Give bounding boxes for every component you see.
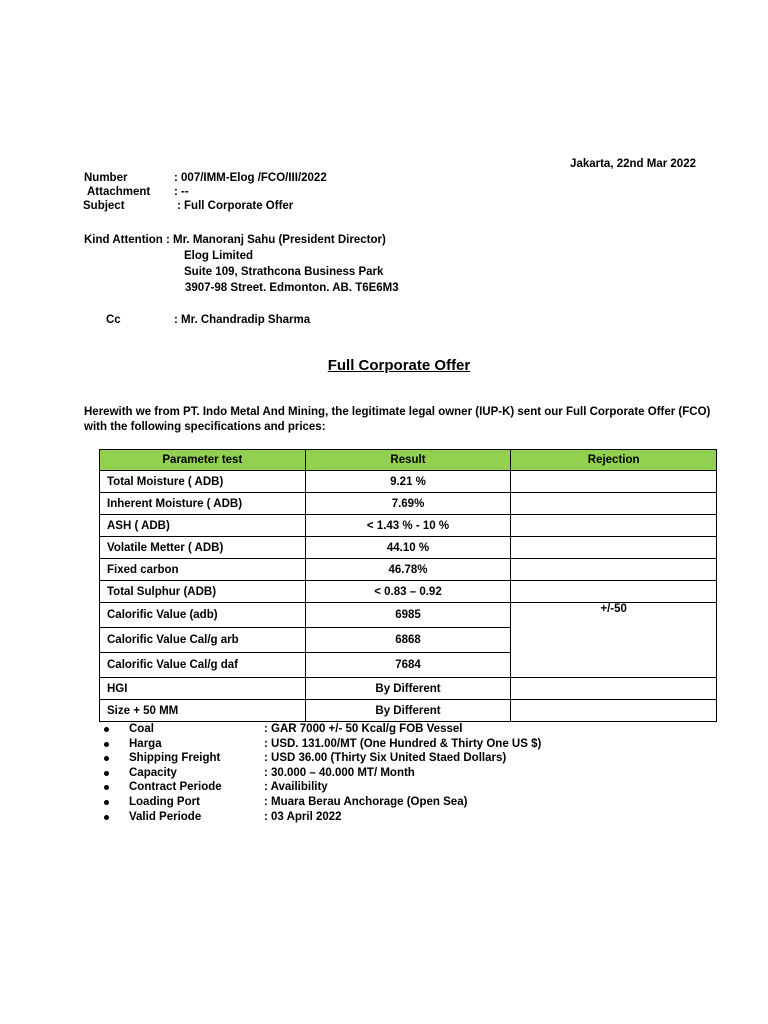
bullet-icon	[104, 727, 109, 732]
table-row	[100, 537, 717, 559]
detail-value: : GAR 7000 +/- 50 Kcal/g FOB Vessel	[264, 723, 463, 735]
rejection-cell	[511, 581, 717, 603]
list-item	[99, 722, 541, 737]
table-row	[100, 515, 717, 537]
bullet-icon	[104, 800, 109, 805]
document-heading: Full Corporate Offer	[327, 357, 471, 374]
table-row	[100, 471, 717, 493]
detail-value: : 03 April 2022	[264, 810, 342, 823]
list-item	[99, 766, 541, 781]
param-cell: Volatile Metter ( ADB)	[100, 537, 306, 559]
table-row	[100, 493, 717, 515]
address-line-2: Suite 109, Strathcona Business Park	[184, 266, 384, 278]
table-header-row	[100, 450, 717, 471]
attention-value: : Mr. Manoranj Sahu (President Director)	[165, 234, 386, 246]
result-cell: 6985	[305, 603, 511, 628]
detail-key: Capacity	[129, 766, 177, 779]
cc-label: Cc	[106, 314, 121, 326]
number-label: Number	[84, 172, 128, 184]
list-item	[99, 810, 541, 825]
cc-line	[106, 314, 310, 326]
table-row	[100, 603, 717, 628]
attachment-value: : --	[174, 186, 189, 198]
param-cell: Calorific Value Cal/g arb	[100, 628, 306, 653]
list-item	[99, 780, 541, 795]
table-row	[100, 700, 717, 722]
result-cell: 7684	[305, 653, 511, 678]
result-cell: 44.10 %	[305, 537, 511, 559]
rejection-cell	[511, 559, 717, 581]
param-cell: ASH ( ADB)	[100, 515, 306, 537]
detail-key: Coal	[129, 723, 154, 735]
rejection-cell	[511, 493, 717, 515]
attention-line	[84, 234, 386, 246]
detail-value: : 30.000 – 40.000 MT/ Month	[264, 766, 415, 779]
rejection-cell	[511, 471, 717, 493]
number-line	[84, 172, 327, 184]
param-cell: Calorific Value (adb)	[100, 603, 306, 628]
result-cell: By Different	[305, 700, 511, 722]
result-cell: 7.69%	[305, 493, 511, 515]
list-item	[99, 737, 541, 752]
cc-value: : Mr. Chandradip Sharma	[174, 314, 311, 326]
attachment-line	[87, 186, 189, 198]
param-cell: Inherent Moisture ( ADB)	[100, 493, 306, 515]
subject-value: : Full Corporate Offer	[177, 200, 294, 212]
detail-key: Contract Periode	[129, 781, 222, 794]
result-cell: By Different	[305, 678, 511, 700]
table-row	[100, 678, 717, 700]
rejection-cell	[511, 678, 717, 700]
param-cell: Fixed carbon	[100, 559, 306, 581]
detail-value: : USD. 131.00/MT (One Hundred & Thirty One US $)	[264, 737, 542, 750]
table-row	[100, 559, 717, 581]
param-cell: Size + 50 MM	[100, 700, 306, 722]
letter-date: Jakarta, 22nd Mar 2022	[570, 158, 696, 170]
result-cell: < 1.43 % - 10 %	[305, 515, 511, 537]
result-cell: 46.78%	[305, 559, 511, 581]
rejection-cell	[511, 515, 717, 537]
param-cell: Calorific Value Cal/g daf	[100, 653, 306, 678]
bullet-icon	[104, 756, 109, 761]
offer-details-list	[99, 722, 541, 824]
bullet-icon	[104, 785, 109, 790]
list-item	[99, 795, 541, 810]
result-cell: 9.21 %	[305, 471, 511, 493]
address-line-1: Elog Limited	[184, 250, 253, 262]
param-cell: HGI	[100, 678, 306, 700]
subject-label: Subject	[83, 200, 125, 212]
attention-label: Kind Attention	[84, 234, 163, 246]
result-cell: < 0.83 – 0.92	[305, 581, 511, 603]
detail-value: : Availibility	[264, 781, 328, 794]
detail-value: : Muara Berau Anchorage (Open Sea)	[264, 795, 468, 808]
param-cell: Total Sulphur (ADB)	[100, 581, 306, 603]
result-cell: 6868	[305, 628, 511, 653]
detail-key: Shipping Freight	[129, 752, 221, 765]
bullet-icon	[104, 771, 109, 776]
detail-key: Harga	[129, 737, 162, 750]
bullet-icon	[104, 742, 109, 747]
header-rejection: Rejection	[511, 450, 717, 471]
header-parameter: Parameter test	[100, 450, 306, 471]
detail-key: Valid Periode	[129, 810, 202, 823]
calorific-rejection-cell: +/-50	[511, 603, 717, 678]
number-value: : 007/IMM-Elog /FCO/III/2022	[174, 172, 327, 184]
rejection-cell	[511, 537, 717, 559]
intro-paragraph: Herewith we from PT. Indo Metal And Mining, the legitimate legal owner (IUP-K) sent our Full Corporate Offer (FCO) with the following specifications and prices:	[84, 406, 711, 433]
detail-value: : USD 36.00 (Thirty Six United Staed Dollars)	[264, 752, 507, 765]
rejection-cell	[511, 700, 717, 722]
detail-key: Loading Port	[129, 795, 200, 808]
bullet-icon	[104, 815, 109, 820]
list-item	[99, 751, 541, 766]
address-line-3: 3907-98 Street. Edmonton. AB. T6E6M3	[185, 282, 399, 294]
attachment-label: Attachment	[87, 186, 151, 198]
param-cell: Total Moisture ( ADB)	[100, 471, 306, 493]
table-row	[100, 581, 717, 603]
subject-line	[83, 200, 293, 212]
header-result: Result	[305, 450, 511, 471]
specification-table	[99, 449, 717, 722]
